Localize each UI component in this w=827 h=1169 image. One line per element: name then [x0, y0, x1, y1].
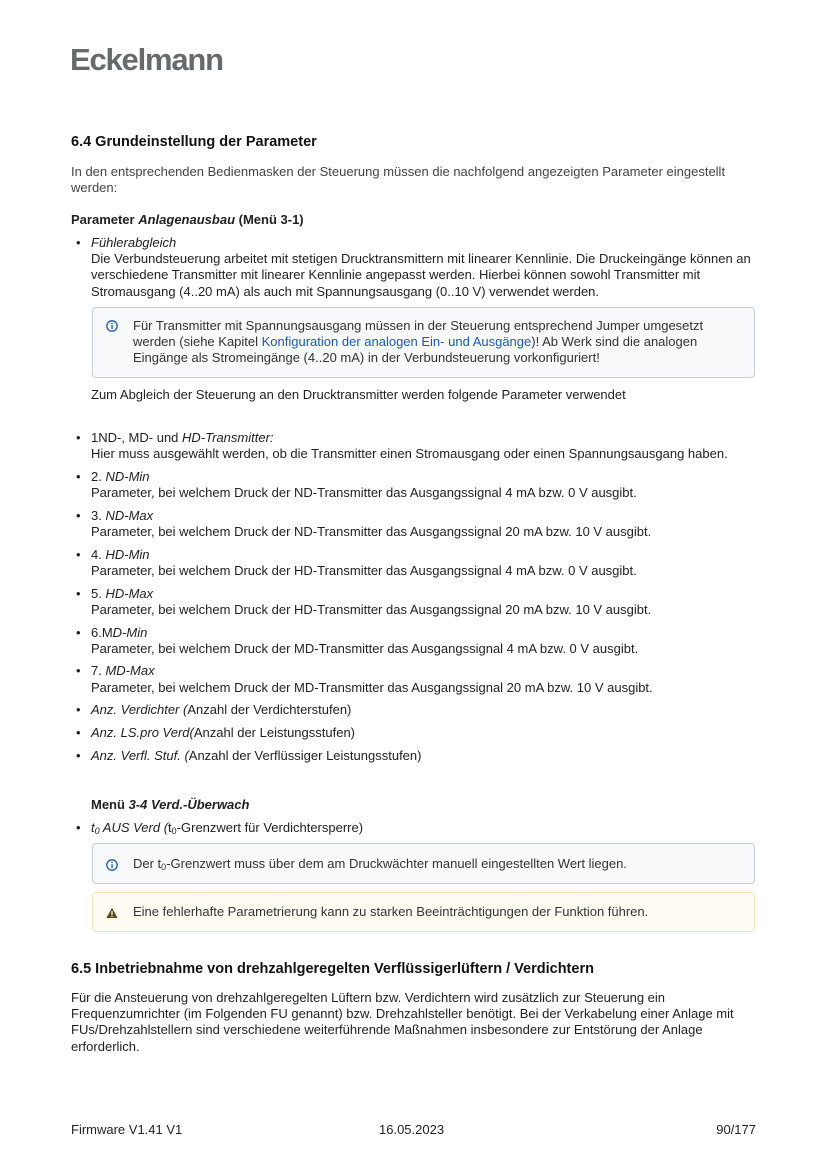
abgleich-text: Zum Abgleich der Steuerung an den Drucktransmitter werden folgende Parameter verwendet — [91, 387, 626, 402]
list-item: • Anz. Verfl. Stuf. (Anzahl der Verflüssiger Leistungsstufen) — [71, 748, 756, 764]
info-icon — [106, 320, 118, 332]
section-6-5-paragraph: Für die Ansteuerung von drehzahlgeregelten Lüftern bzw. Verdichtern wird zusätzlich zur Steuerung ein Frequenzumrichter (im Folgenden FU genannt) bzw. Drehzahlsteller benötigt. Bei der Verkabelung einer Anlage mit FUs/Drehzahlstellern sind verschiedene weiterführende Maßnahmen insbesondere zur Entstörung der Anlage erforderlich. — [71, 990, 734, 1054]
footer-version: Firmware V1.41 V1 — [71, 1122, 183, 1137]
list-item: • 5. HD-Max Parameter, bei welchem Druck der HD-Transmitter das Ausgangssignal 20 mA bzw. 10 V ausgibt. — [71, 586, 756, 618]
t0-list — [71, 820, 756, 843]
list-item: • 7. MD-Max Parameter, bei welchem Druck der MD-Transmitter das Ausgangssignal 20 mA bzw. 10 V ausgibt. — [71, 663, 756, 695]
list-item: • 1ND-, MD- und HD-Transmitter: Hier muss ausgewählt werden, ob die Transmitter einen Stromausgang oder einen Spannungsausgang haben. — [71, 430, 756, 462]
warning-icon — [106, 907, 118, 919]
warning-note: Eine fehlerhafte Parametrierung kann zu starken Beeinträchtigungen der Funktion führen. — [92, 892, 755, 932]
eckelmann-logo: Eckelmann — [70, 42, 223, 77]
list-item: • Anz. Verdichter (Anzahl der Verdichterstufen) — [71, 702, 756, 718]
list-item: • 3. ND-Max Parameter, bei welchem Druck der ND-Transmitter das Ausgangssignal 20 mA bzw. 10 V ausgibt. — [71, 508, 756, 540]
list-item: • 6.MD-Min Parameter, bei welchem Druck der MD-Transmitter das Ausgangssignal 4 mA bzw. 0 V ausgibt. — [71, 625, 756, 657]
fuehler-list — [71, 235, 756, 306]
section-heading-6-4: 6.4 Grundeinstellung der Parameter — [71, 134, 317, 150]
list-item: • Fühlerabgleich Die Verbundsteuerung arbeitet mit stetigen Drucktransmittern mit linearer Kennlinie. Die Druckeingänge können an verschiedene Transmitter mit linearer Kennlinie angepasst werden. Hierbei können sowohl Transmitter mit Stromausgang (4..20 mA) als auch mit Spannungsausgang (0..10 V) verwendet werden. — [71, 235, 756, 300]
section-heading-6-5: 6.5 Inbetriebnahme von drehzahlgeregelten Verflüssigerlüftern / Verdichtern — [71, 961, 594, 977]
list-item: • 4. HD-Min Parameter, bei welchem Druck der HD-Transmitter das Ausgangssignal 4 mA bzw. 0 V ausgibt. — [71, 547, 756, 579]
info-icon — [106, 859, 118, 871]
parameter-list — [71, 430, 756, 770]
chapter-link[interactable]: Konfiguration der analogen Ein- und Ausgänge — [261, 334, 532, 350]
footer-page-number: 90/177 — [716, 1122, 756, 1137]
parameter-heading: Parameter Anlagenausbau (Menü 3-1) — [71, 212, 304, 227]
list-item: • $t_0$ AUS Verd ($t_0$-Grenzwert für Verdichtersperre) — [71, 820, 756, 836]
list-item: • 2. ND-Min Parameter, bei welchem Druck der ND-Transmitter das Ausgangssignal 4 mA bzw. 0 V ausgibt. — [71, 469, 756, 501]
intro-paragraph: In den entsprechenden Bedienmasken der Steuerung müssen die nachfolgend angezeigten Parameter eingestellt werden: — [71, 164, 726, 196]
menu-3-4-heading: Menü 3-4 Verd.-Überwach — [91, 797, 250, 812]
footer-date: 16.05.2023 — [379, 1122, 445, 1137]
list-item: • Anz. LS.pro Verd(Anzahl der Leistungsstufen) — [71, 725, 756, 741]
info-note: Für Transmitter mit Spannungsausgang müssen in der Steuerung entsprechend Jumper umgesetzt werden (siehe Kapitel Konfiguration der analogen Ein- und Ausgänge)! Ab Werk sind die analogen Eingänge als Stromeingänge (4..20 mA) in der Verbundsteuerung vorkonfiguriert! — [92, 307, 755, 378]
info-note-t0: Der $t_0$-Grenzwert muss über dem am Druckwächter manuell eingestellten Wert liegen. — [92, 843, 755, 884]
